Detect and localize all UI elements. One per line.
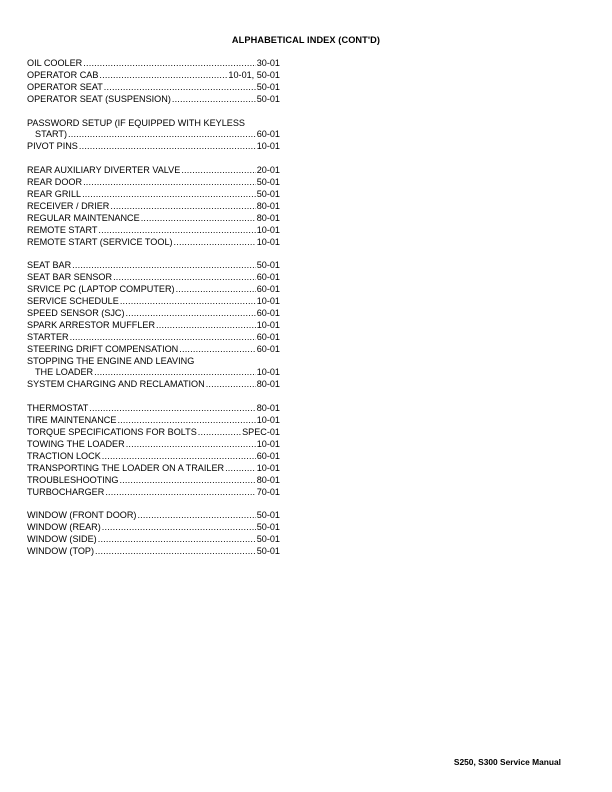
index-entry-label: SEAT BAR <box>27 260 72 271</box>
page-title: ALPHABETICAL INDEX (CONT'D) <box>231 35 381 45</box>
dot-leader <box>119 475 255 487</box>
index-entry-pages: 50-01 <box>256 189 280 200</box>
index-entry <box>27 201 280 213</box>
index-entry-label: REAR GRILL <box>27 189 82 200</box>
dot-leader <box>95 546 256 558</box>
index-entry <box>27 177 280 189</box>
index-entry <box>27 522 280 534</box>
index-group <box>27 58 280 106</box>
index-entry-label: SEAT BAR SENSOR <box>27 272 113 283</box>
index-entry <box>27 487 280 499</box>
dot-leader <box>83 177 256 189</box>
dot-leader <box>126 439 256 451</box>
index-entry-label: TRACTION LOCK <box>27 450 101 461</box>
index-entry <box>27 510 280 522</box>
index-entry-label: SRVICE PC (LAPTOP COMPUTER) <box>27 284 175 295</box>
index-entry-label: TRANSPORTING THE LOADER ON A TRAILER <box>27 462 225 473</box>
index-entry <box>27 284 280 296</box>
index-entry <box>27 225 280 237</box>
index-entry <box>27 296 280 308</box>
index-group <box>27 118 280 154</box>
index-entry <box>27 118 280 130</box>
index-entry <box>27 94 280 106</box>
dot-leader <box>141 213 256 225</box>
index-entry-pages: 80-01 <box>256 379 280 390</box>
index-entry <box>27 475 280 487</box>
index-entry-pages: 50-01 <box>256 546 280 557</box>
index-entry-label: PASSWORD SETUP (IF EQUIPPED WITH KEYLESS <box>27 117 245 128</box>
index-entry <box>27 82 280 94</box>
dot-leader <box>206 379 256 391</box>
manual-title-footer: S250, S300 Service Manual <box>453 757 561 767</box>
index-entry-pages: 60-01 <box>256 450 280 461</box>
index-entry <box>27 546 280 558</box>
index-entry-label: SYSTEM CHARGING AND RECLAMATION <box>27 379 205 390</box>
alphabetical-index-list <box>27 58 280 570</box>
index-entry-label: OIL COOLER <box>27 58 83 68</box>
index-entry-label: STOPPING THE ENGINE AND LEAVING <box>27 355 195 366</box>
index-entry-label: WINDOW (TOP) <box>27 546 95 557</box>
index-entry <box>27 403 280 415</box>
index-entry <box>27 379 280 391</box>
index-entry-label: START) <box>35 129 67 140</box>
index-entry-pages: 10-01 <box>256 415 280 426</box>
index-entry-label: STEERING DRIFT COMPENSATION <box>27 343 179 354</box>
index-entry-pages: 10-01 <box>256 224 280 235</box>
index-entry-pages: 50-01 <box>256 510 280 521</box>
index-entry <box>27 332 280 344</box>
index-entry-pages: 30-01 <box>256 58 280 68</box>
dot-leader <box>102 451 256 463</box>
index-entry <box>27 58 280 70</box>
index-entry-pages: 10-01 <box>256 296 280 307</box>
index-entry-pages: SPEC-01 <box>242 427 280 438</box>
dot-leader <box>117 415 255 427</box>
index-entry-label: TOWING THE LOADER <box>27 438 125 449</box>
index-entry <box>27 367 280 379</box>
index-group <box>27 260 280 391</box>
index-entry <box>27 129 280 141</box>
index-entry-label: OPERATOR SEAT <box>27 81 103 92</box>
index-entry-pages: 10-01 <box>256 462 280 473</box>
index-entry <box>27 165 280 177</box>
index-entry-label: WINDOW (SIDE) <box>27 534 97 545</box>
dot-leader <box>174 237 256 249</box>
index-entry-label: TIRE MAINTENANCE <box>27 415 117 426</box>
index-entry-label: THERMOSTAT <box>27 403 89 414</box>
dot-leader <box>68 129 256 141</box>
index-entry <box>27 356 280 368</box>
index-group <box>27 510 280 558</box>
index-entry-label: WINDOW (FRONT DOOR) <box>27 510 137 521</box>
index-group <box>27 165 280 248</box>
index-entry-pages: 70-01 <box>256 486 280 497</box>
index-group <box>27 403 280 498</box>
index-entry-label: PIVOT PINS <box>27 141 78 152</box>
index-entry-pages: 10-01 <box>256 367 280 378</box>
index-entry-label: TROUBLESHOOTING <box>27 474 119 485</box>
dot-leader <box>72 260 256 272</box>
dot-leader <box>137 510 255 522</box>
index-entry-label: REMOTE START <box>27 224 98 235</box>
index-entry <box>27 463 280 475</box>
index-entry-pages: 50-01 <box>256 177 280 188</box>
index-entry <box>27 439 280 451</box>
index-entry <box>27 427 280 439</box>
dot-leader <box>94 367 256 379</box>
index-entry-pages: 50-01 <box>256 93 280 104</box>
index-entry-label: SPEED SENSOR (SJC) <box>27 308 125 319</box>
index-entry <box>27 213 280 225</box>
dot-leader <box>82 189 256 201</box>
dot-leader <box>156 320 256 332</box>
index-entry-pages: 60-01 <box>256 331 280 342</box>
index-entry-pages: 60-01 <box>256 284 280 295</box>
dot-leader <box>179 344 255 356</box>
index-entry-label: OPERATOR CAB <box>27 69 99 80</box>
index-entry <box>27 272 280 284</box>
dot-leader <box>102 522 256 534</box>
index-entry-pages: 50-01 <box>256 522 280 533</box>
index-entry <box>27 415 280 427</box>
index-entry-pages: 80-01 <box>256 212 280 223</box>
index-entry-pages: 20-01 <box>256 165 280 176</box>
index-entry <box>27 320 280 332</box>
index-entry-label: REMOTE START (SERVICE TOOL) <box>27 236 173 247</box>
index-entry <box>27 70 280 82</box>
index-entry-pages: 80-01 <box>256 200 280 211</box>
dot-leader <box>70 332 256 344</box>
dot-leader <box>120 296 256 308</box>
index-entry-pages: 60-01 <box>256 343 280 354</box>
dot-leader <box>110 201 255 213</box>
index-entry-label: REGULAR MAINTENANCE <box>27 212 140 223</box>
index-entry-pages: 80-01 <box>256 474 280 485</box>
dot-leader <box>89 403 255 415</box>
dot-leader <box>104 82 256 94</box>
dot-leader <box>79 141 256 153</box>
index-entry-label: SERVICE SCHEDULE <box>27 296 119 307</box>
index-entry <box>27 189 280 201</box>
index-entry-label: RECEIVER / DRIER <box>27 200 110 211</box>
index-entry-pages: 10-01 <box>256 319 280 330</box>
index-entry-label: TURBOCHARGER <box>27 486 105 497</box>
index-entry <box>27 141 280 153</box>
dot-leader <box>83 58 255 70</box>
index-entry <box>27 237 280 249</box>
dot-leader <box>105 487 255 499</box>
dot-leader <box>98 534 256 546</box>
index-entry-pages: 10-01 <box>256 236 280 247</box>
dot-leader <box>98 225 255 237</box>
dot-leader <box>113 272 256 284</box>
index-entry-pages: 50-01 <box>256 81 280 92</box>
index-entry-pages: 80-01 <box>256 403 280 414</box>
index-entry <box>27 308 280 320</box>
index-entry <box>27 344 280 356</box>
index-entry-label: REAR DOOR <box>27 177 83 188</box>
dot-leader <box>172 94 256 106</box>
index-entry-pages: 10-01 <box>256 141 280 152</box>
dot-leader <box>176 284 256 296</box>
index-entry-pages: 60-01 <box>256 129 280 140</box>
index-entry-label: REAR AUXILIARY DIVERTER VALVE <box>27 165 181 176</box>
index-entry <box>27 451 280 463</box>
index-entry <box>27 260 280 272</box>
dot-leader <box>225 463 256 475</box>
dot-leader <box>99 70 227 82</box>
index-entry-pages: 50-01 <box>256 260 280 271</box>
index-entry-pages: 60-01 <box>256 272 280 283</box>
index-entry-label: STARTER <box>27 331 69 342</box>
index-entry-pages: 10-01, 50-01 <box>228 69 280 80</box>
index-entry-label: TORQUE SPECIFICATIONS FOR BOLTS <box>27 427 197 438</box>
index-entry <box>27 534 280 546</box>
index-entry-pages: 50-01 <box>256 534 280 545</box>
dot-leader <box>198 427 241 439</box>
index-entry-label: SPARK ARRESTOR MUFFLER <box>27 319 156 330</box>
dot-leader <box>126 308 256 320</box>
index-entry-label: OPERATOR SEAT (SUSPENSION) <box>27 93 171 104</box>
index-entry-label: THE LOADER <box>35 367 94 378</box>
index-entry-label: WINDOW (REAR) <box>27 522 101 533</box>
index-entry-pages: 10-01 <box>256 438 280 449</box>
dot-leader <box>181 165 255 177</box>
index-entry-pages: 60-01 <box>256 308 280 319</box>
